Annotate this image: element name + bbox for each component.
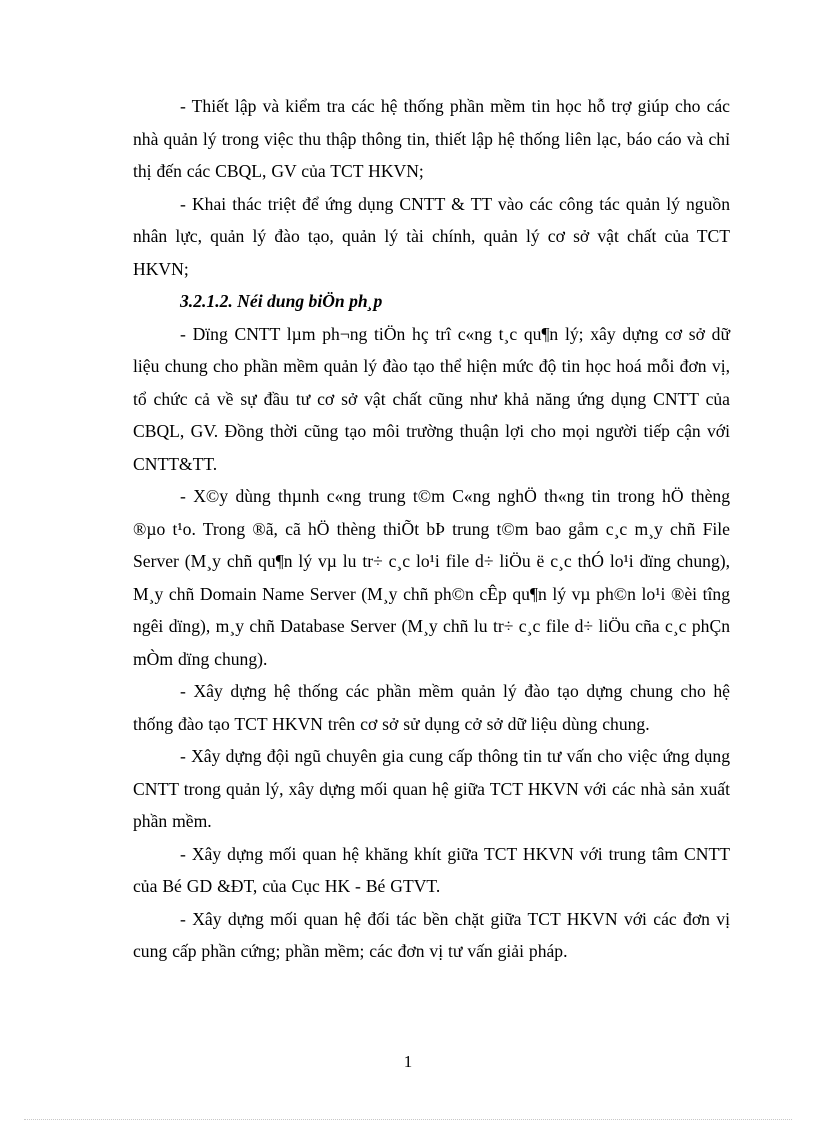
paragraph-6: - Xây dựng đội ngũ chuyên gia cung cấp thông tin tư vấn cho việc ứng dụng CNTT trong quản lý, xây dựng mối quan hệ giữa TCT HKVN với các nhà sản xuất phần mềm. (133, 746, 730, 831)
paragraph-3: - Dïng CNTT lµm ph¬ng tiÖn hç trî c«ng t¸c qu¶n lý; xây dựng cơ sở dữ liệu chung cho phần mềm quản lý đào tạo thể hiện mức độ tin học hoá mỗi đơn vị, tổ chức cả về sự đầu tư cơ sở vật chất cũng như khả năng ứng dụng CNTT của CBQL, GV. Đồng thời cũng tạo môi trường thuận lợi cho mọi người tiếp cận với CNTT&TT. (133, 323, 730, 474)
page-bottom-divider (24, 1119, 792, 1120)
paragraph-2: - Khai thác triệt để ứng dụng CNTT & TT vào các công tác quản lý nguồn nhân lực, quản lý đào tạo, quản lý tài chính, quản lý cơ sở vật chất của TCT HKVN; (133, 193, 730, 279)
page-number: 1 (403, 1052, 413, 1071)
paragraph-7: - Xây dựng mối quan hệ khăng khít giữa TCT HKVN với trung tâm CNTT của Bé GD &ĐT, của Cục HK - Bé GTVT. (133, 843, 730, 896)
paragraph-1: - Thiết lập và kiểm tra các hệ thống phần mềm tin học hỗ trợ giúp cho các nhà quản lý trong việc thu thập thông tin, thiết lập hệ thống liên lạc, báo cáo và chỉ thị đến các CBQL, GV của TCT HKVN; (133, 96, 730, 181)
paragraph-8: - Xây dựng mối quan hệ đối tác bền chặt giữa TCT HKVN với các đơn vị cung cấp phần cứng; phần mềm; các đơn vị tư vấn giải pháp. (133, 908, 730, 961)
page-content (133, 90, 730, 968)
paragraph-5: - Xây dựng hệ thống các phần mềm quản lý đào tạo dựng chung cho hệ thống đào tạo TCT HKVN trên cơ sở sử dụng cở sở dữ liệu dùng chung. (133, 681, 730, 734)
paragraph-4: - X©y dùng thµnh c«ng trung t©m C«ng nghÖ th«ng tin trong hÖ thèng ®µo t¹o. Trong ®ã, cã hÖ thèng thiÕt bÞ trung t©m bao gåm c¸c m¸y chñ File Server (M¸y chñ qu¶n lý vµ lu tr÷ c¸c lo¹i file d÷ liÖu ë c¸c thÓ lo¹i dïng chung), M¸y chñ Domain Name Server (M¸y chñ ph©n cÊp qu¶n lý vµ ph©n lo¹i ®èi tîng ngêi dïng), m¸y chñ Database Server (M¸y chñ lu tr÷ c¸c file d÷ liÖu cña c¸c phÇn mÒm dïng chung). (133, 486, 730, 669)
section-heading: 3.2.1.2. Néi dung biÖn ph¸p (180, 291, 383, 311)
